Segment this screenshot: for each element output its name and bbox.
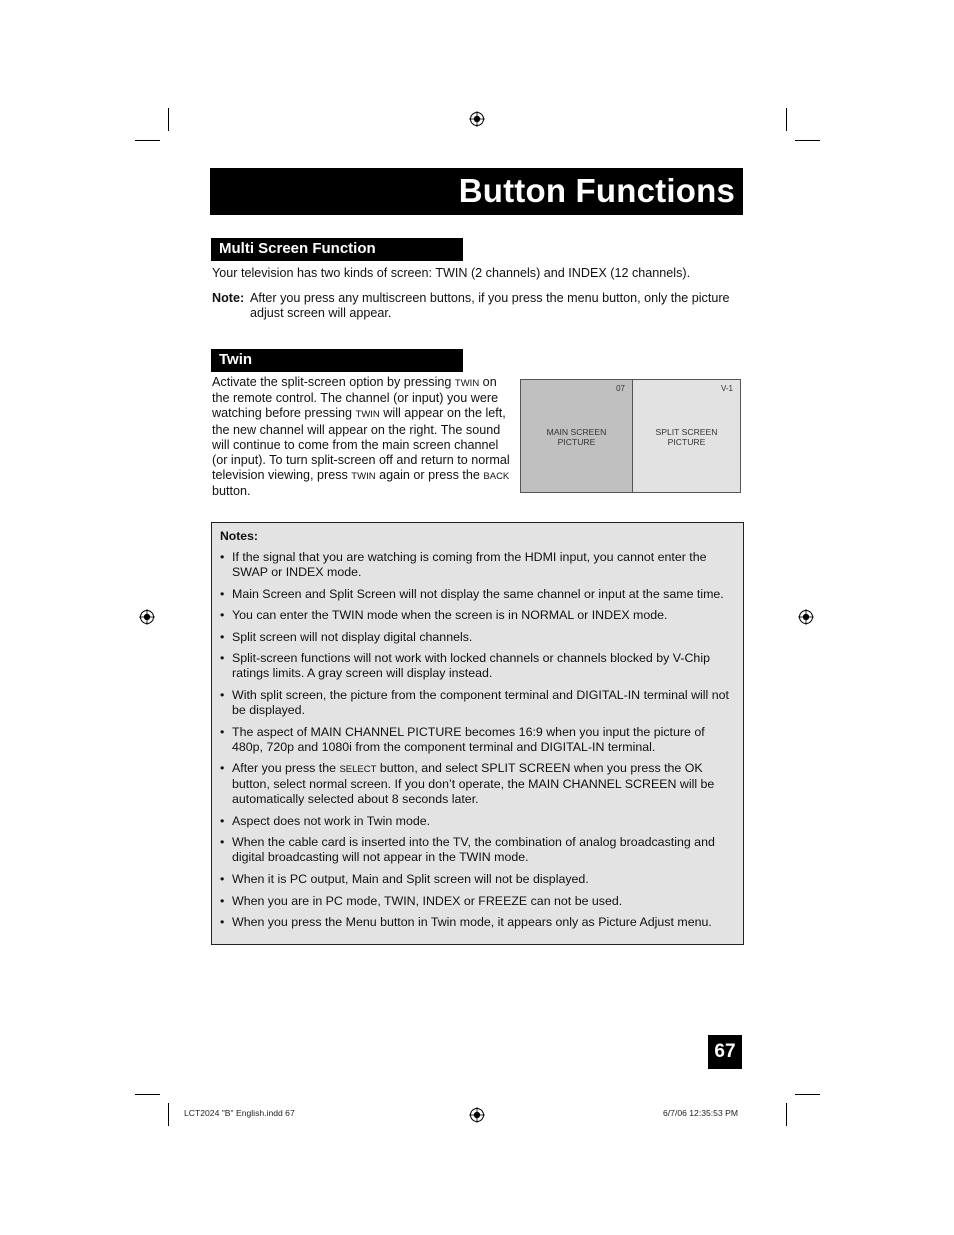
note-item: • Split-screen functions will not work with locked channels or channels blocked by V-Chip ratings limits. A gray screen will display instead.	[218, 651, 734, 681]
section-heading-twin: Twin	[211, 349, 463, 372]
note-item: • The aspect of MAIN CHANNEL PICTURE becomes 16:9 when you input the picture of 480p, 720p and 1080i from the component terminal and DIGITAL-IN terminal.	[218, 725, 734, 755]
split-input-label: V-1	[720, 384, 733, 393]
crop-mark	[168, 1103, 169, 1126]
page-title: Button Functions	[458, 172, 735, 209]
registration-mark-icon	[469, 1107, 485, 1123]
note-item: • With split screen, the picture from the component terminal and DIGITAL-IN terminal will not be displayed.	[218, 688, 734, 718]
main-screen-caption: MAIN SCREEN PICTURE	[546, 427, 607, 447]
back-button-ref: BACK	[483, 471, 510, 483]
twin-text: will appear on the left, the new channel will appear on the right. The sound will continue to come from the main screen channel (or input). To turn split-screen off and return to normal television viewing, press	[212, 406, 510, 483]
split-screen-pane	[633, 380, 740, 492]
note-item: • Split screen will not display digital channels.	[218, 630, 734, 645]
note-item	[218, 761, 734, 807]
note-item: • If the signal that you are watching is coming from the HDMI input, you cannot enter the SWAP or INDEX mode.	[218, 550, 734, 580]
twin-text: on the remote control. The channel (or input) you were watching before pressing	[212, 375, 499, 421]
crop-mark	[135, 140, 160, 141]
multi-screen-note	[212, 291, 742, 321]
note-text: button, and select SPLIT SCREEN when you press the OK button, select normal screen. If you don’t operate, the MAIN CHANNEL SCREEN will be automatically selected about 8 seconds later.	[232, 761, 715, 807]
crop-mark	[168, 108, 169, 131]
twin-button-ref: TWIN	[454, 378, 480, 389]
footer-filename: LCT2024 "B" English.indd 67	[184, 1108, 295, 1118]
twin-text: button.	[212, 484, 251, 499]
twin-button-ref: TWIN	[355, 409, 380, 421]
registration-mark-icon	[469, 111, 485, 127]
registration-mark-icon	[798, 609, 814, 625]
note-item: • When you are in PC mode, TWIN, INDEX or FREEZE can not be used.	[218, 894, 734, 909]
note-text: After you press the	[232, 761, 340, 776]
note-text: After you press any multiscreen buttons, if you press the menu button, only the picture adjust screen will appear.	[250, 291, 730, 321]
note-item: • You can enter the TWIN mode when the screen is in NORMAL or INDEX mode.	[218, 608, 734, 623]
note-item: • Main Screen and Split Screen will not display the same channel or input at the same time.	[218, 587, 734, 602]
crop-mark	[135, 1094, 160, 1095]
note-item: • When the cable card is inserted into the TV, the combination of analog broadcasting and digital broadcasting will not appear in the TWIN mode.	[218, 835, 734, 865]
note-label: Note:	[212, 291, 245, 305]
notes-box	[211, 522, 744, 945]
title-bar	[210, 168, 743, 215]
page-number: 67	[708, 1035, 742, 1069]
twin-button-ref: TWIN	[351, 471, 376, 483]
crop-mark	[795, 1094, 820, 1095]
select-button-ref: SELECT	[339, 764, 377, 776]
main-screen-pane	[521, 380, 633, 492]
split-screen-caption: SPLIT SCREEN PICTURE	[655, 427, 718, 447]
twin-description	[212, 375, 510, 500]
section-heading-multi-screen: Multi Screen Function	[211, 238, 463, 261]
twin-text: again or press the	[375, 468, 484, 483]
footer-timestamp: 6/7/06 12:35:53 PM	[663, 1108, 739, 1118]
crop-mark	[786, 1103, 787, 1126]
crop-mark	[795, 140, 820, 141]
crop-mark	[786, 108, 787, 131]
note-item: • When you press the Menu button in Twin mode, it appears only as Picture Adjust menu.	[218, 915, 734, 930]
notes-title: Notes:	[220, 529, 258, 543]
registration-mark-icon	[139, 609, 155, 625]
notes-list	[218, 550, 734, 937]
twin-text: Activate the split-screen option by pressing	[212, 375, 455, 389]
split-screen-diagram	[520, 379, 741, 493]
note-item: • Aspect does not work in Twin mode.	[218, 814, 734, 829]
multi-screen-intro: Your television has two kinds of screen: TWIN (2 channels) and INDEX (12 channels).	[212, 266, 691, 280]
main-channel-number: 07	[616, 384, 625, 393]
note-item: • When it is PC output, Main and Split screen will not be displayed.	[218, 872, 734, 887]
